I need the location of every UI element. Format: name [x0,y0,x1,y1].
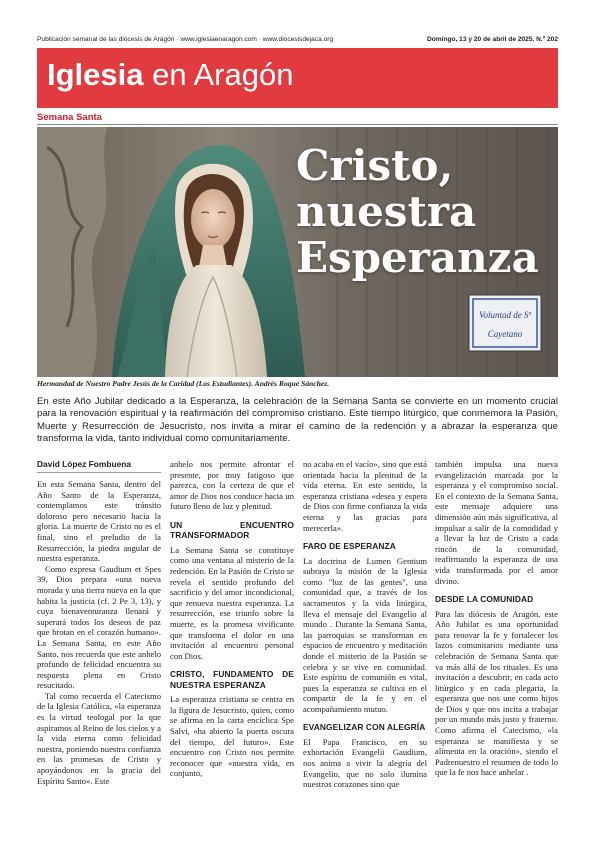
masthead [37,48,558,108]
sign-text-1: Voluntad de Sª [479,310,531,320]
brand-bold: Iglesia [47,57,144,92]
article-column-1 [37,459,161,786]
paragraph: Tal como recuerda el Catecismo de la Iglesia Católica, «la esperanza es la virtud teologal por la que aspiramos al Reino de los cielos y a la vida eterna como felicidad nuestra, poniendo nuestra confianza en las promesas de Cristo y apoyándonos en la gracia del Espíritu Santo». Este [37,690,161,786]
paragraph: La doctrina de Lumen Gentium subraya la misión de la Iglesia como "luz de las gentes", una comunidad que, a través de los sacramentos y la vida litúrgica, lleva el mensaje del Evangelio al mundo . Durante la Semana Santa, las parroquias se transforman en espacios de encuentro y meditación donde el misterio de la Pasión se celebra y se vive en comunidad. Este espíritu de comunión es vital, pues la esperanza se cultiva en el compartir de la fe y en el acompañamiento mutuo. [303,555,427,714]
publication-info: Publicación semanal de las diócesis de Aragón · www.iglesiaenaragon.com · www.diocesisdejaca.org [37,36,334,43]
lede-paragraph: En este Año Jubilar dedicado a la Esperanza, la celebración de la Semana Santa se convierte en un momento crucial para la renovación espiritual y la reafirmación del compromiso cristiano. Este tiempo litúrgico, que conmemora la Pasión, Muerte y Resurrección de Jesucristo, nos invita a mirar el camino de la redención y a abrazar la esperanza que transforma la vida, tanto individual como comunitariamente. [37,396,558,445]
paragraph: también impulsa una nueva evangelización marcada por la esperanza y el compromiso social. En el contexto de la Semana Santa, este mensaje adquiere una dimensión aún más significativa, al impulsar a salir de la comodidad y a llevar la luz de Cristo a cada rincón de la comunidad, reafirmando la esperanza de una vida transformada por el amor divino. [435,459,558,586]
section-rule [37,124,558,125]
headline-line-2: nuestra [296,187,477,236]
top-bar [37,36,558,48]
paragraph: En esta Semana Santa, dentro del Año Santo de la Esperanza, contemplamos este tránsito doloroso pero necesario hacia la gloria. La muerte de Cristo no es el final, sino el preludio de la Resurrección, la piedra angular de nuestra esperanza. [37,479,161,564]
paragraph: Como expresa Gaudium et Spes 39, Dios prepara «una nueva morada y una tierra nueva en la que habita la justicia (cf. 2 Pe 3, 13), y cuya bienaventuranza llenará y superará todos los deseos de paz que brotan en el corazón humano». La Semana Santa, en este Año Santo, nos recuerda que este anhelo profundo de felicidad encuentra su respuesta plena en Cristo resucitado. [37,563,161,691]
article-column-3 [303,459,427,790]
subheading-encuentro: UN ENCUENTRO TRANSFORMADOR [170,519,294,541]
headline-line-1: Cristo, [296,141,454,190]
issue-date: Domingo, 13 y 20 de abril de 2025. N.º 202 [426,36,558,43]
subheading-faro: FARO DE ESPERANZA [303,541,396,552]
paragraph: El Papa Francisco, en su exhortación Evangelii Gaudium, nos anima a vivir la alegría del Evangelio, que no solo ilumina nuestros corazones sino que [303,736,427,790]
paragraph: Para las diócesis de Aragón, este Año Jubilar es una oportunidad para renovar la fe y fortalecer los lazos comunitarios mediante una celebración de Semana Santa que va más allá de los rituales. Es una invitación a descubrir, en cada acto litúrgico y en cada plegaria, la esperanza que nos une como hijos de Dios y que nos incita a trabajar por un mundo más justo y fraterno. Como afirma el Catecismo, «la esperanza se manifiesta y se alimenta en la oración», siendo el Padrenuestro el resumen de todo lo que la fe nos hace anhelar . [435,608,558,778]
photo-caption: Hermandad de Nuestro Padre Jesús de la Caridad (Los Estudiantes). Andrés Roque Sánchez. [37,379,330,388]
paragraph: no acaba en el vacío», sino que está orientada hacia la plenitud de la vida eterna. En este sentido, la esperanza cristiana «desea y espera de Dios con firme confianza la vida eterna y las gracias para merecerla». [303,459,427,533]
paragraph: La esperanza cristiana se centra en la figura de Jesucristo, quien, como se afirma en la carta encíclica Spe Salvi, «ha abierto la puerta oscura del tiempo, del futuro». Este encuentro con Cristo nos permite reconocer que «nuestra vida, en conjunto, [170,694,294,779]
subheading-evangelizar: EVANGELIZAR CON ALEGRÍA [303,722,426,733]
headline-line-3: Esperanza [296,233,539,282]
headline [296,143,558,281]
subheading-comunidad: DESDE LA COMUNIDAD [435,594,534,605]
brand-logo[interactable] [47,57,293,93]
author-name: David López Fombuena [37,459,131,469]
subheading-fundamento: CRISTO, FUNDAMENTO DE NUESTRA ESPERANZA [170,669,294,690]
brand-rest: en Aragón [143,57,294,92]
cover-photo [37,127,558,377]
article-column-4 [435,459,558,778]
sign-text-2: Cayetano [487,329,523,339]
paragraph: anhelo nos permite afrontar el presente, por muy fatigoso que parezca, con la certeza de que el amor de Dios nos conduce hacia un futuro lleno de luz y plenitud. [170,459,294,512]
article-column-2 [170,459,294,779]
paragraph: La Semana Santa se constituye como una ventana al misterio de la redención. En la Pasión de Cristo se revela el sentido profundo del sacrificio y del amor incondicional, que renueva nuestra esperanza. La resurrección, ese triunfo sobre la muerte, es la promesa vivificante que transforma el dolor en una invitación al encuentro personal con Dios. [170,544,294,661]
section-label: Semana Santa [37,112,102,123]
